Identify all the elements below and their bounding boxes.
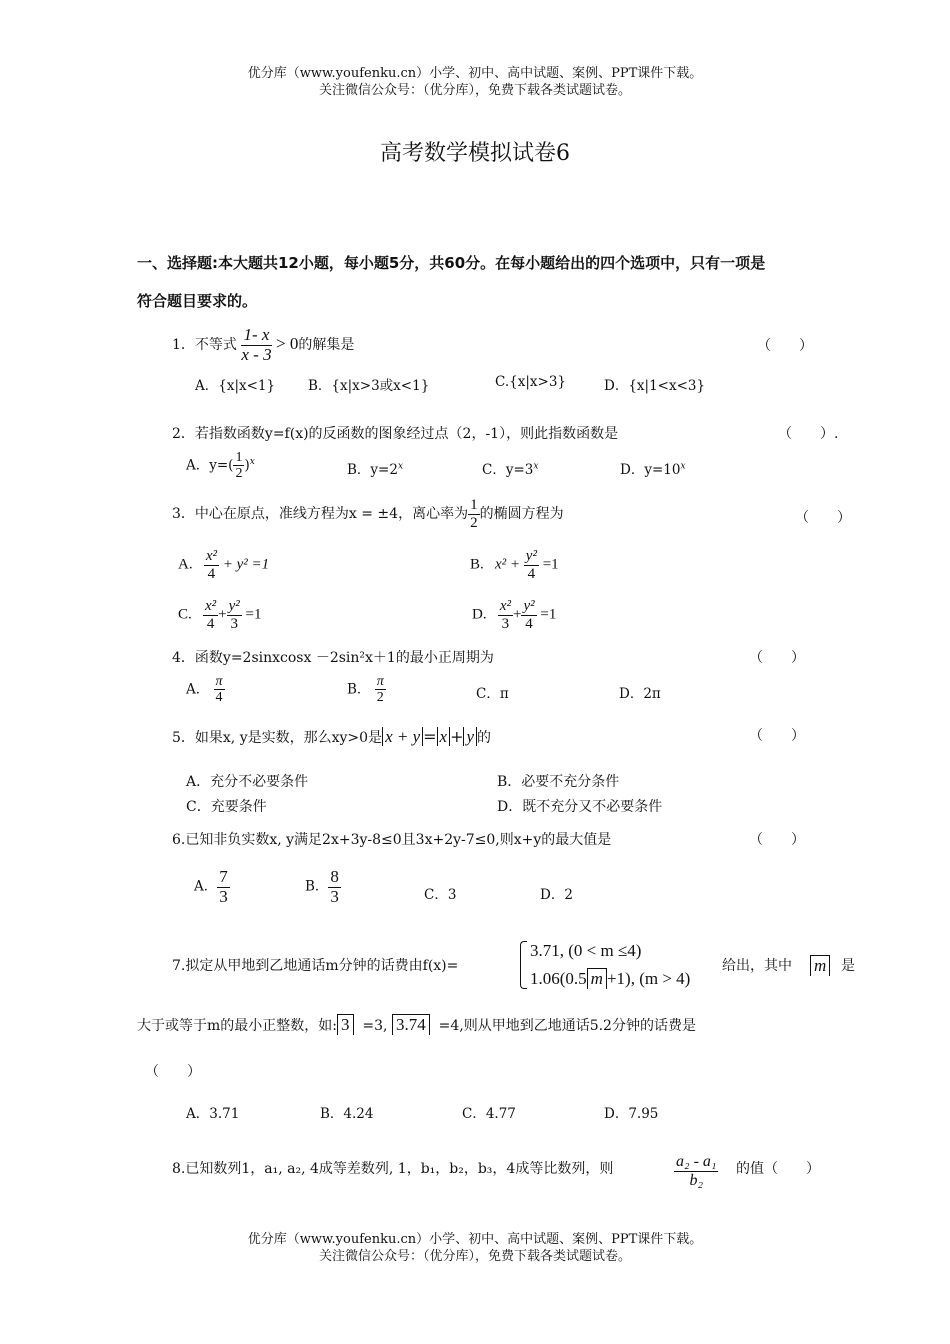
question-8-prefix: 8.已知数列1，a₁, a₂, 4成等差数列, 1，b₁，b₂，b₃，4成等比数列，则 <box>172 1161 614 1177</box>
q1-answer-paren: （ ） <box>757 338 813 354</box>
q1-gt: > 0 <box>276 334 299 354</box>
q2-d-text: D．y=10 <box>620 462 681 478</box>
q8-den: b₂ <box>689 1171 703 1189</box>
q2-option-b <box>347 458 403 478</box>
q7-option-d: D．7.95 <box>604 1106 659 1122</box>
q3-fraction <box>468 497 480 531</box>
q3-a-frac <box>204 548 219 582</box>
q3-prefix: 3．中心在原点，准线方程为x = ±4，离心率为 <box>172 506 469 522</box>
q2-a-suffix: ) <box>244 457 250 474</box>
q7-piecewise <box>520 941 720 991</box>
q3-option-c <box>178 598 262 632</box>
q3-c-frac2 <box>227 598 242 632</box>
q5-prefix: 5．如果x, y是实数，那么xy>0是 <box>172 730 383 746</box>
q1-num: 1- x <box>241 326 271 346</box>
q2-answer-paren: （ ）. <box>778 426 839 442</box>
q5-option-c: C．充要条件 <box>186 799 267 815</box>
q8-fraction <box>674 1153 718 1189</box>
q1-option-a: A．{x|x<1} <box>195 378 276 394</box>
q6-a-den: 3 <box>219 886 228 906</box>
q5-eq: = <box>423 727 437 746</box>
q6-b-num: 8 <box>330 867 339 886</box>
question-4: 4．函数y=2sinxcosx －2sin²x＋1的最小正周期为 <box>172 650 494 666</box>
q7-line2-suffix: =4,则从甲地到乙地通话5.2分钟的话费是 <box>438 1018 696 1034</box>
q6-a-num: 7 <box>219 867 228 886</box>
q3-b-frac <box>524 548 539 582</box>
q3-d-frac1 <box>498 598 513 632</box>
q1-suffix: 的解集是 <box>298 337 355 354</box>
question-5 <box>172 727 491 747</box>
q3-d-num2: y² <box>523 598 535 614</box>
q2-a-den: 2 <box>235 466 243 482</box>
q5-answer-paren: （ ） <box>749 728 805 744</box>
q3-c-plus: + <box>218 606 227 623</box>
q7-answer-paren: （ ） <box>145 1064 201 1080</box>
q7-mid: 给出，其中 <box>722 958 792 974</box>
q2-a-num: 1 <box>235 450 243 465</box>
q3-c-eq: =1 <box>245 606 262 623</box>
q6-a-label: A． <box>194 878 218 895</box>
q7-case-2 <box>530 968 690 989</box>
q7-line2-prefix: 大于或等于m的最小正整数，如: <box>137 1018 337 1034</box>
q3-a-label: A. <box>178 556 193 573</box>
q7-eq3: =3, <box>362 1018 388 1034</box>
q1-prefix: 1．不等式 <box>172 337 237 354</box>
q2-d-exp: x <box>680 461 686 472</box>
q6-option-c: C．3 <box>424 887 457 903</box>
q4-a-label: A． <box>186 681 210 698</box>
q4-b-num: π <box>376 674 384 689</box>
q4-option-a <box>186 674 225 706</box>
q3-c-label: C. <box>178 606 192 623</box>
question-3 <box>172 497 564 531</box>
q4-a-den: 4 <box>215 690 223 706</box>
q2-b-text: B．y=2 <box>347 462 398 478</box>
q2-c-text: C．y=3 <box>482 462 534 478</box>
question-1 <box>172 326 354 364</box>
header-line-2: 关注微信公众号：（优分库），免费下载各类试题试卷。 <box>318 83 631 98</box>
q3-a-den: 4 <box>207 565 216 582</box>
q7-ceil-m-val: m <box>810 955 830 976</box>
q3-b-den: 4 <box>527 565 536 582</box>
q5-abs-xy: x + y <box>382 727 423 746</box>
page-title: 高考数学模拟试卷6 <box>380 141 570 166</box>
q6-option-b <box>305 868 341 906</box>
q6-b-label: B． <box>305 878 329 895</box>
q3-b-eq: =1 <box>542 556 559 573</box>
q4-answer-paren: （ ） <box>749 650 805 666</box>
q5-suffix: 的 <box>477 730 492 746</box>
q3-c-den2: 3 <box>230 615 238 632</box>
q1-fraction <box>241 326 271 364</box>
q6-option-d: D．2 <box>540 887 573 903</box>
q3-c-den1: 4 <box>206 615 215 632</box>
q7-line-2 <box>137 1014 696 1035</box>
q3-option-b <box>470 548 559 582</box>
q3-d-den1: 3 <box>501 615 510 632</box>
q4-a-frac <box>214 674 225 706</box>
q6-a-frac <box>217 868 230 906</box>
q2-option-d <box>620 458 686 478</box>
q4-b-den: 2 <box>376 690 384 706</box>
q2-a-exp: x <box>249 456 255 467</box>
q2-option-a <box>186 450 255 482</box>
q7-option-a: A．3.71 <box>186 1106 240 1122</box>
q4-option-c: C．π <box>476 686 509 702</box>
q3-a-num: x² <box>205 548 217 564</box>
q5-option-d: D．既不充分又不必要条件 <box>497 799 663 815</box>
q4-option-b <box>347 674 386 706</box>
q7-ceil-374: 3.74 <box>392 1014 430 1035</box>
q2-b-exp: x <box>397 461 404 472</box>
question-2: 2．若指数函数y=f(x)的反函数的图象经过点（2，-1），则此指数函数是 <box>172 426 619 442</box>
q3-d-eq: =1 <box>540 606 557 623</box>
q8-suffix <box>736 1158 820 1178</box>
q7-ceil-m <box>810 955 830 976</box>
q3-c-num2: y² <box>228 598 240 614</box>
q4-b-label: B． <box>347 681 371 698</box>
q3-d-num1: x² <box>499 598 511 614</box>
q3-a-tail: + y² =1 <box>222 556 270 573</box>
q5-abs-y: y <box>463 727 477 746</box>
q2-option-c <box>482 458 538 478</box>
footer-line-2: 关注微信公众号：（优分库），免费下载各类试题试卷。 <box>318 1249 631 1264</box>
question-6: 6.已知非负实数x, y满足2x+3y-8≤0且3x+2y-7≤0,则x+y的最大值是 <box>172 832 612 848</box>
q3-d-den2: 4 <box>525 615 533 632</box>
q3-num: 1 <box>470 497 478 513</box>
q8-answer-paren: （ ） <box>764 1161 820 1177</box>
q5-abs-x: x <box>437 727 451 746</box>
q3-c-num1: x² <box>205 598 217 614</box>
footer-line-1: 优分库（www.youfenku.cn）小学、初中、高中试题、案例、PPT课件下载。 <box>247 1232 703 1247</box>
q7-is: 是 <box>841 958 855 974</box>
q3-option-d <box>472 598 556 632</box>
q3-b-num: y² <box>525 548 537 564</box>
q7-case2-a: 1.06(0.5 <box>530 969 587 988</box>
q3-d-frac2 <box>521 598 536 632</box>
q3-suffix: 的椭圆方程为 <box>479 506 564 522</box>
q3-b-head: x² + <box>495 556 521 573</box>
q1-option-d: D．{x|1<x<3} <box>604 378 706 394</box>
q3-answer-paren: （ ） <box>795 510 851 526</box>
q3-c-frac1 <box>203 598 218 632</box>
header-line-1: 优分库（www.youfenku.cn）小学、初中、高中试题、案例、PPT课件下载。 <box>247 66 703 81</box>
q7-case2-b: +1), (m > 4) <box>606 969 691 988</box>
q2-a-prefix: A．y=( <box>186 457 234 474</box>
q1-option-c: C.{x|x>3} <box>495 374 566 390</box>
q1-den: x - 3 <box>241 344 272 364</box>
q4-b-frac <box>375 674 386 706</box>
q5-option-a: A．充分不必要条件 <box>186 774 309 790</box>
q3-b-label: B. <box>470 556 484 573</box>
q3-option-a <box>178 548 269 582</box>
q1-option-b: B．{x|x>3或x<1} <box>308 378 430 394</box>
q5-plus: + <box>450 727 464 746</box>
q4-option-d: D．2π <box>619 686 661 702</box>
q3-d-label: D. <box>472 606 487 623</box>
question-7-prefix: 7.拟定从甲地到乙地通话m分钟的话费由f(x)= <box>172 958 459 974</box>
q4-a-num: π <box>215 674 223 689</box>
q8-suffix-text: 的值 <box>736 1161 764 1177</box>
section-heading-line-2: 符合题目要求的。 <box>137 292 258 310</box>
q7-ceil-3: 3 <box>337 1014 354 1035</box>
q6-b-den: 3 <box>330 886 339 906</box>
q7-case-1: 3.71, (0 < m ≤4) <box>530 941 642 960</box>
q7-brace <box>520 941 527 989</box>
q7-option-c: C．4.77 <box>462 1106 516 1122</box>
q6-b-frac <box>328 868 341 906</box>
q6-answer-paren: （ ） <box>749 832 805 848</box>
q2-a-fraction <box>233 450 244 482</box>
q5-option-b: B．必要不充分条件 <box>497 774 620 790</box>
q3-d-plus: + <box>513 606 522 623</box>
q7-option-b: B．4.24 <box>320 1106 374 1122</box>
q6-option-a <box>194 868 230 906</box>
q8-frac <box>674 1153 718 1189</box>
q7-case2-ceil: m <box>587 968 607 989</box>
section-heading-line-1: 一、选择题:本大题共12小题，每小题5分，共60分。在每小题给出的四个选项中，只有一项是 <box>137 254 766 272</box>
q2-c-exp: x <box>533 461 539 472</box>
q8-num: a₂ - a₁ <box>676 1153 717 1170</box>
q3-den: 2 <box>470 514 478 531</box>
